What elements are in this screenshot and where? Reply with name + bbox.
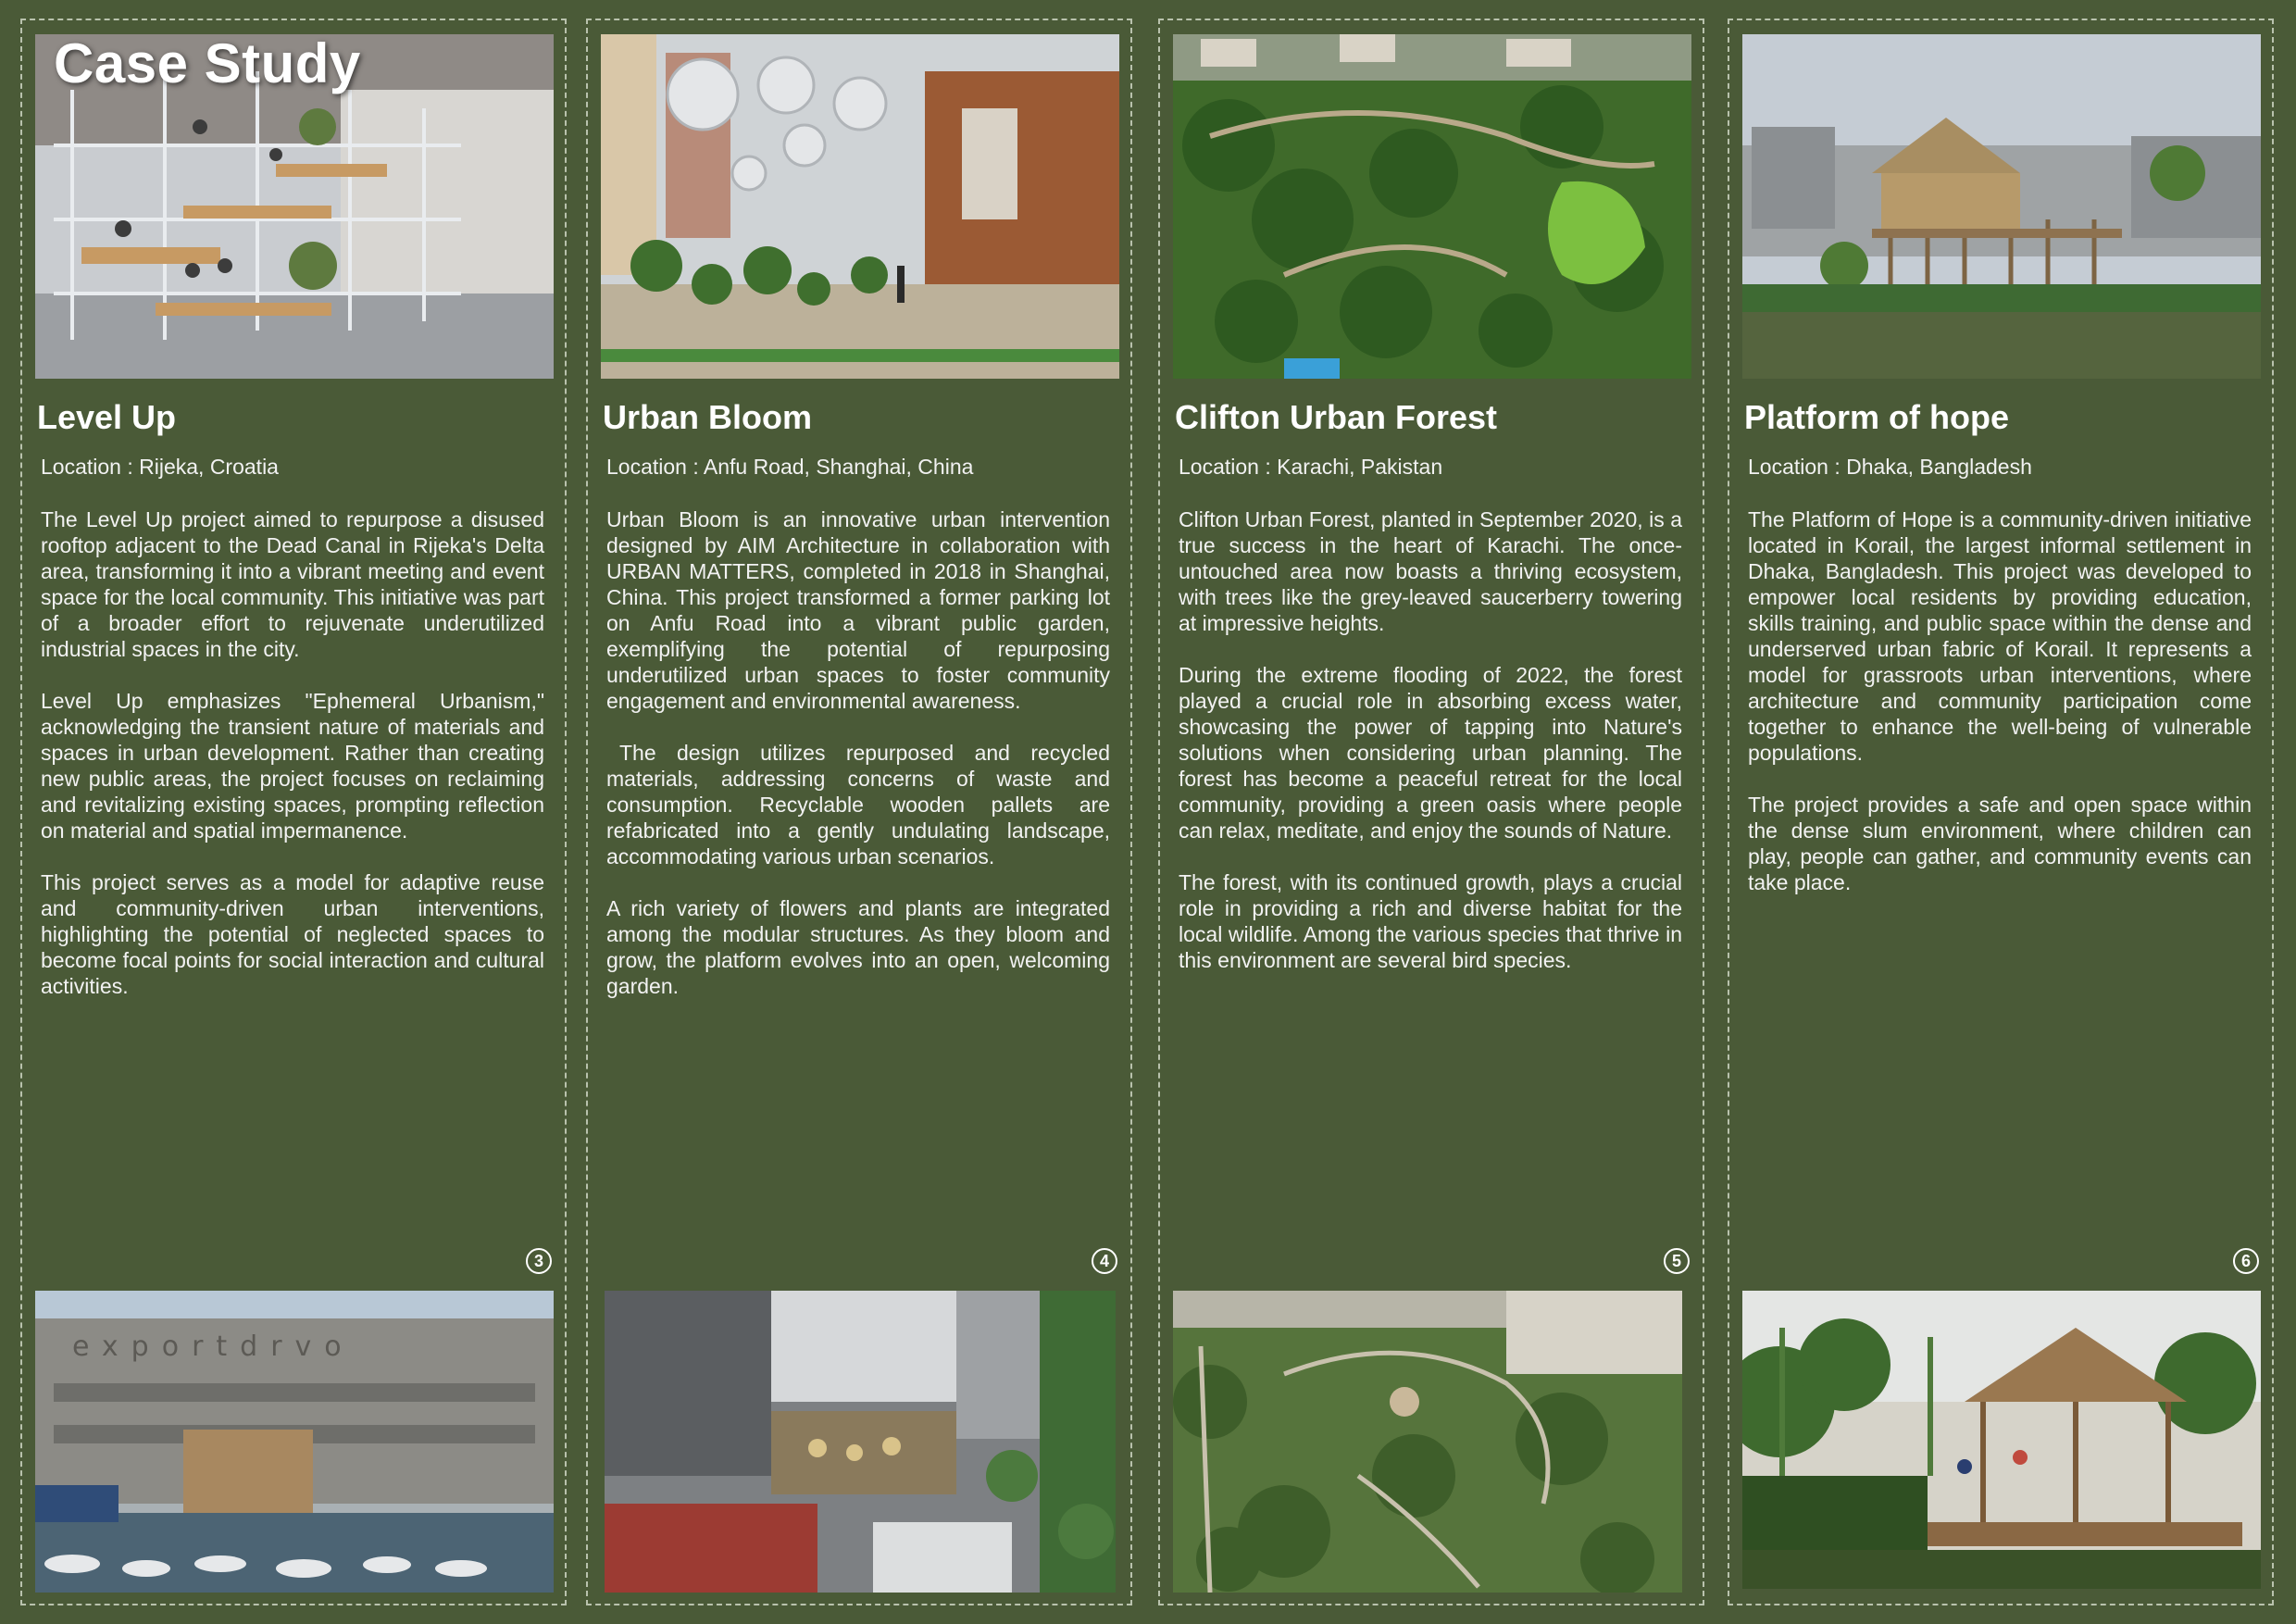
- case-paragraph: Level Up emphasizes "Ephemeral Urbanism," acknowledging the transient nature of materials and spaces in urban development. Rather than creating new public areas, the project focuses on reclaiming and revitalizing existing spaces, prompting reflection on material and spatial impermanence.: [41, 689, 544, 843]
- case-paragraph: The Level Up project aimed to repurpose a disused rooftop adjacent to the Dead Canal in Rijeka's Delta area, transforming it into a vibrant meeting and event space for the local community. This initiative was part of a broader effort to rejuvenate underutilized industrial spaces in the city.: [41, 507, 544, 661]
- case-paragraph: Clifton Urban Forest, planted in September 2020, is a true success in the heart of Karachi. The once-untouched area now boasts a thriving ecosystem, with trees like the grey-leaved saucerberry towering at impressive heights.: [1179, 507, 1682, 635]
- case-column-level-up: [20, 19, 567, 1605]
- page-title: Case Study: [54, 32, 361, 94]
- case-title: Level Up: [37, 398, 177, 436]
- warehouse-sign: exportdrvo: [72, 1330, 355, 1363]
- case-description: [1179, 506, 1682, 999]
- case-location: Location : Anfu Road, Shanghai, China: [606, 455, 974, 479]
- clifton-forest-paths-photo: [1173, 1291, 1682, 1593]
- clifton-forest-aerial-photo: [1173, 34, 1691, 379]
- case-column-platform-of-hope: [1728, 19, 2274, 1605]
- level-up-canal-photo: [35, 1291, 554, 1593]
- case-column-urban-bloom: [586, 19, 1132, 1605]
- case-paragraph: The design utilizes repurposed and recycled materials, addressing concerns of waste and consumption. Recyclable wooden pallets are refabricated into a gently undulating landscape, accommodating various urban scenarios.: [606, 741, 1110, 868]
- case-paragraph: This project serves as a model for adaptive reuse and community-driven urban interventions, highlighting the potential of neglected spaces to become focal points for social interaction and cultural activities.: [41, 870, 544, 998]
- page-number-badge: 3: [526, 1248, 552, 1274]
- platform-of-hope-stilts-photo: [1742, 34, 2261, 379]
- case-paragraph: During the extreme flooding of 2022, the forest played a crucial role in absorbing excess water, showcasing the power of tapping into Nature's solutions when considering urban planning. The forest has become a peaceful retreat for the local community, providing a green oasis where people can relax, meditate, and enjoy the sounds of Nature.: [1179, 663, 1682, 843]
- case-description: [41, 506, 544, 1025]
- urban-bloom-aerial-photo: [605, 1291, 1116, 1593]
- page-number-badge: 6: [2233, 1248, 2259, 1274]
- page-number-badge: 5: [1664, 1248, 1690, 1274]
- case-paragraph: The Platform of Hope is a community-driven initiative located in Korail, the largest informal settlement in Dhaka, Bangladesh. This project was developed to empower local residents by providing education, skills training, and public space within the dense and underserved urban fabric of Korail. It represents a model for grassroots urban interventions, where architecture and community participation come together to enhance the well-being of vulnerable populations.: [1748, 507, 2252, 765]
- case-description: [606, 506, 1110, 1025]
- case-column-clifton-urban-forest: [1158, 19, 1704, 1605]
- case-location: Location : Rijeka, Croatia: [41, 455, 279, 479]
- case-paragraph: The forest, with its continued growth, plays a crucial role in providing a rich and diverse habitat for the local wildlife. Among the various species that thrive in this environment are several bird species.: [1179, 870, 1682, 972]
- case-paragraph: The project provides a safe and open space within the dense slum environment, where children can play, people can gather, and community events can take place.: [1748, 793, 2252, 894]
- case-location: Location : Karachi, Pakistan: [1179, 455, 1443, 479]
- case-paragraph: Urban Bloom is an innovative urban intervention designed by AIM Architecture in collaboration with URBAN MATTERS, completed in 2018 in Shanghai, China. This project transformed a former parking lot on Anfu Road into a vibrant public garden, exemplifying the potential of repurposing underutilized urban spaces to foster community engagement and environmental awareness.: [606, 507, 1110, 713]
- urban-bloom-garden-photo: [601, 34, 1119, 379]
- case-title: Clifton Urban Forest: [1175, 398, 1497, 436]
- case-paragraph: A rich variety of flowers and plants are integrated among the modular structures. As they bloom and grow, the platform evolves into an open, welcoming garden.: [606, 896, 1110, 998]
- page-number-badge: 4: [1092, 1248, 1117, 1274]
- case-title: Platform of hope: [1744, 398, 2009, 436]
- case-location: Location : Dhaka, Bangladesh: [1748, 455, 2032, 479]
- case-description: [1748, 506, 2252, 921]
- platform-of-hope-deck-photo: [1742, 1291, 2261, 1589]
- case-title: Urban Bloom: [603, 398, 813, 436]
